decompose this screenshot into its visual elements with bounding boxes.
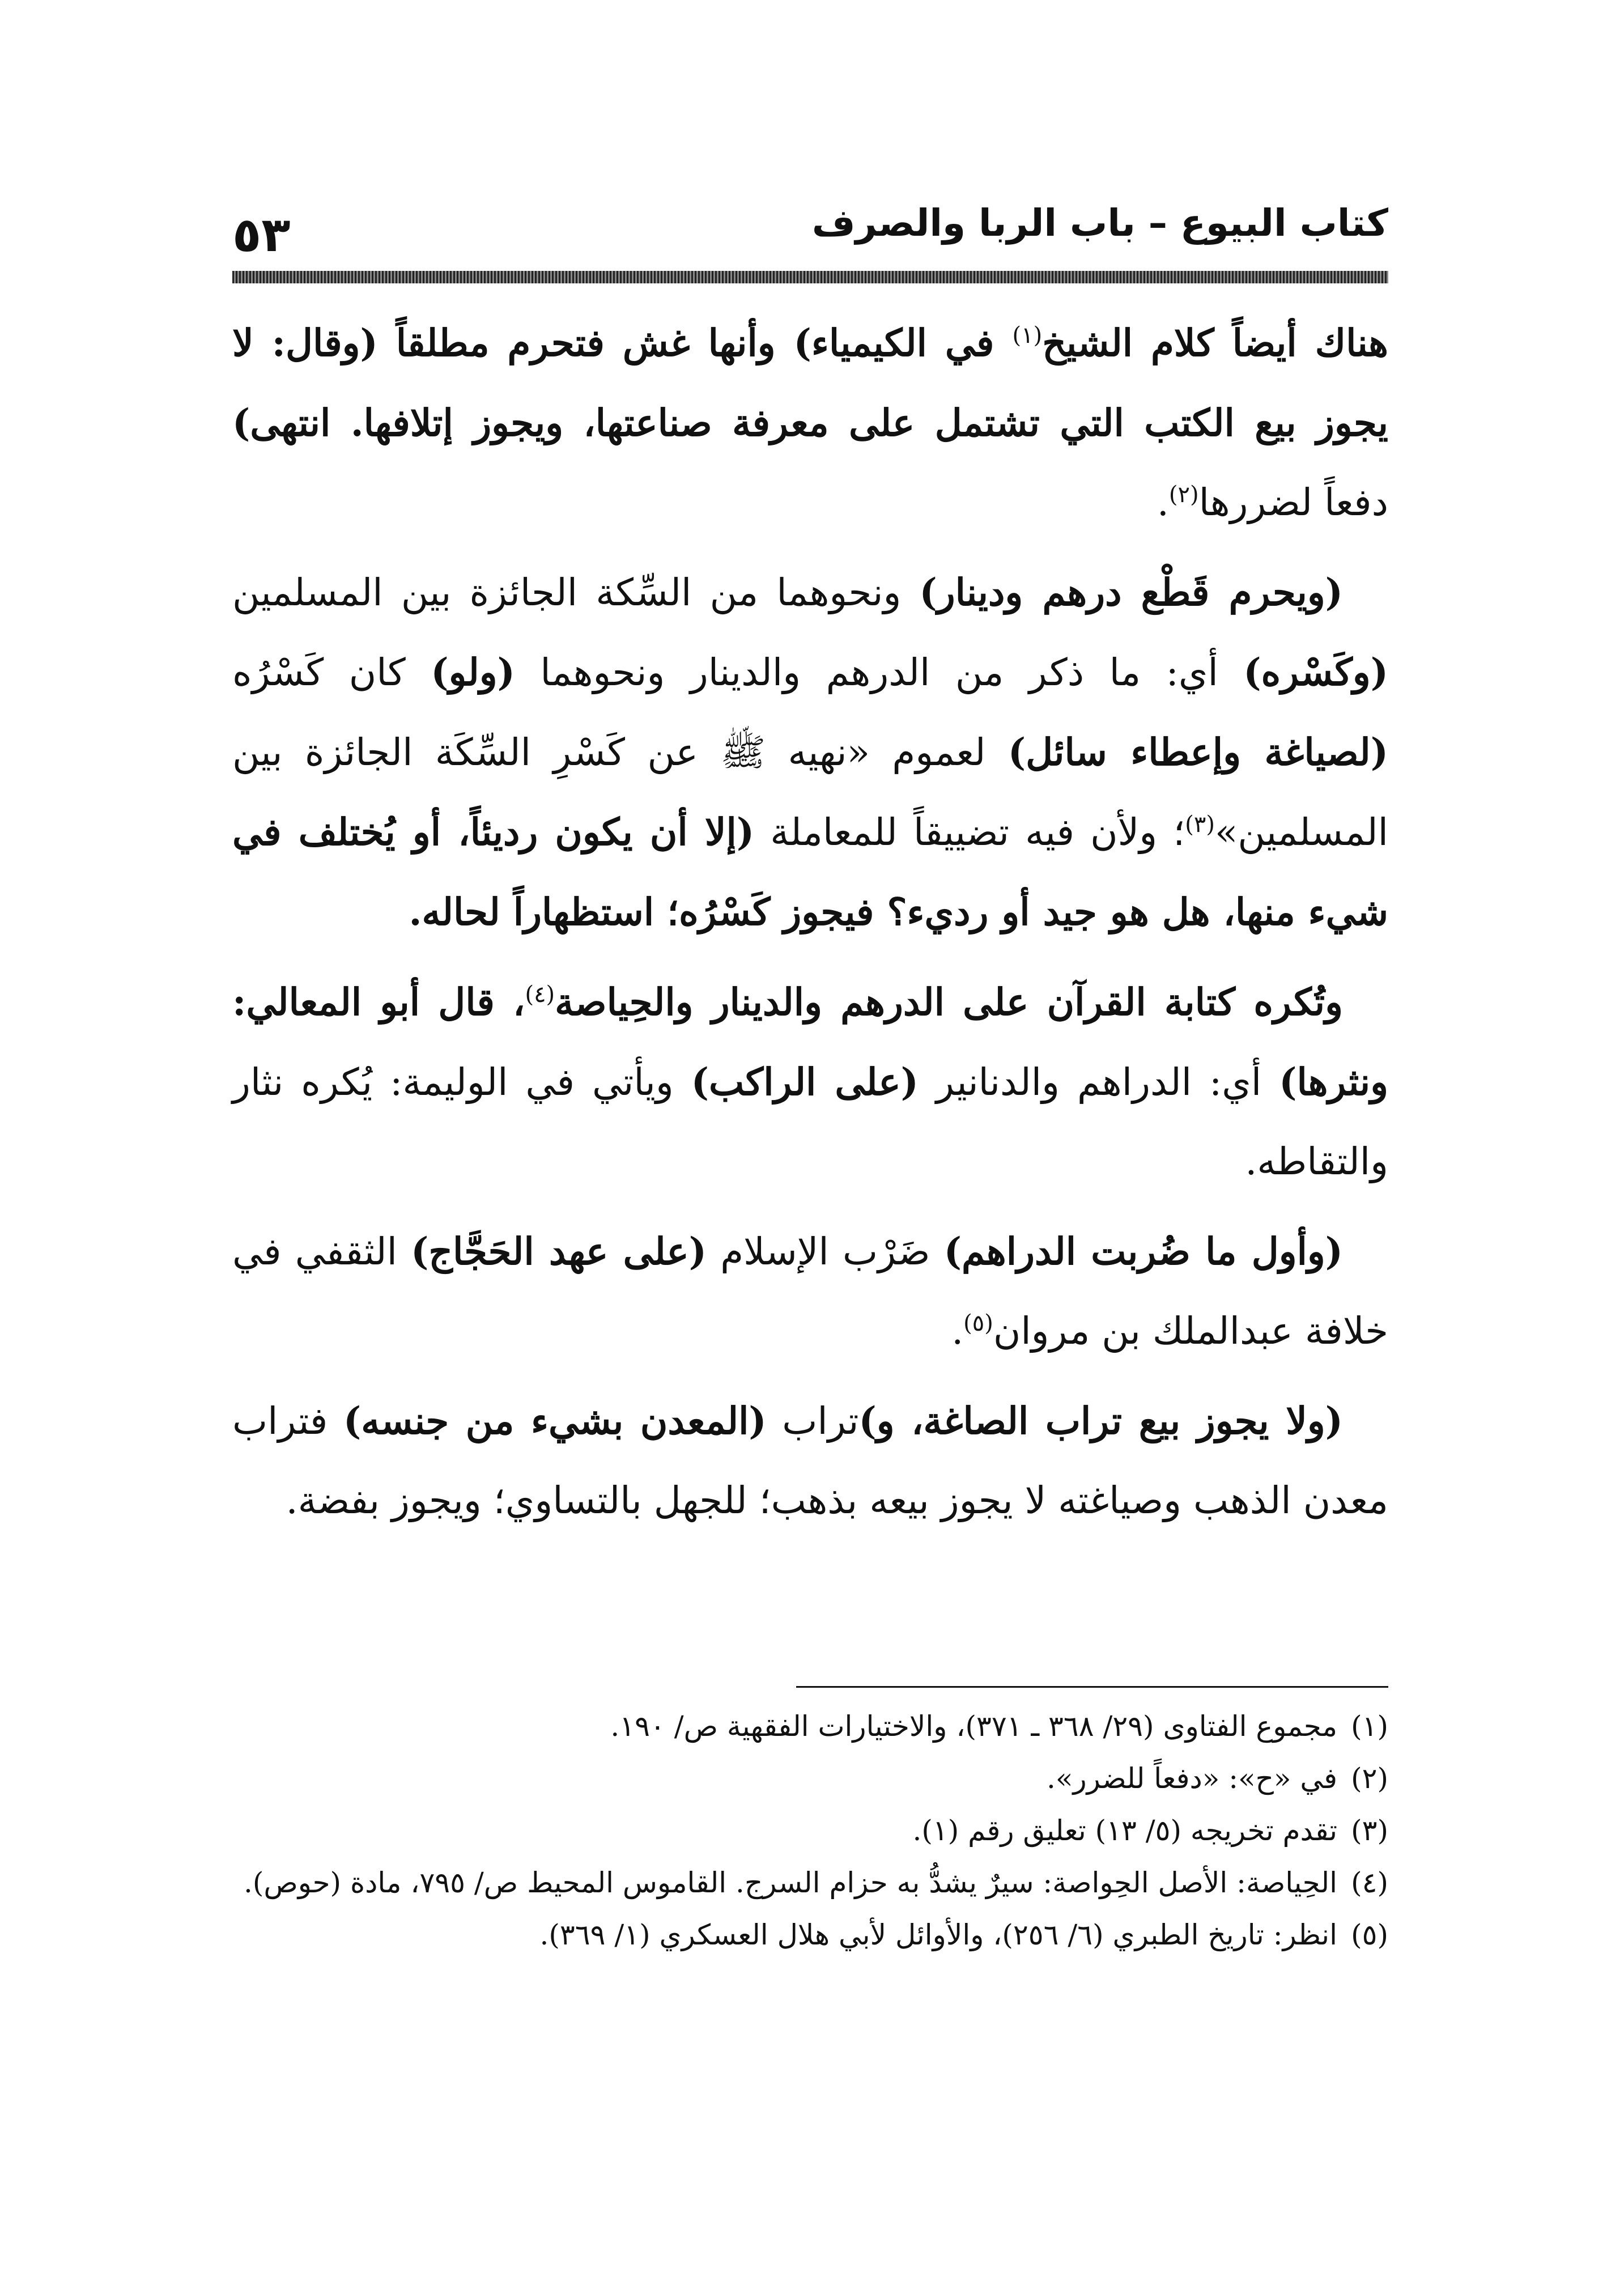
page-number: ٥٣ <box>232 207 291 262</box>
footnote-ref-2[interactable]: (٢) <box>1168 482 1199 508</box>
text-run: . <box>1157 481 1169 524</box>
footnote-text: انظر: تاريخ الطبري (٦/ ٢٥٦)، والأوائل لأبي هلال العسكري (١/ ٣٦٩). <box>539 1918 1337 1951</box>
text-run: في الكيمياء) وأنها غش فتحرم مطلقاً (وقال: <box>253 321 1013 365</box>
text-run: ويأتي في الوليمة: يُكره نثار والتقاطه. <box>232 1060 1388 1183</box>
text-run: فتراب معدن الذهب وصياغته لا يجوز بيعه بذهب؛ للجهل بالتساوي؛ ويجوز بفضة. <box>232 1399 1388 1522</box>
footnote-1 <box>232 1700 1388 1752</box>
text-run: (وكَسْره) <box>1243 650 1388 694</box>
footnote-2 <box>232 1752 1388 1804</box>
paragraph-3 <box>232 962 1388 1201</box>
text-run: (ولو) <box>431 650 515 694</box>
main-text <box>232 303 1388 1551</box>
text-run: (المعدن بشيء من جنسه) <box>343 1399 767 1443</box>
paragraph-1 <box>232 303 1388 542</box>
text-run: أي: ما ذكر من الدرهم والدينار ونحوهما <box>515 651 1244 694</box>
footnote-number: (١) <box>1351 1710 1388 1743</box>
text-run: وتُكره كتابة القرآن على الدرهم والدينار والحِياصة <box>555 980 1344 1024</box>
footnote-ref-4[interactable]: (٤) <box>525 982 555 1008</box>
text-run: (ويحرم قَطْع درهم ودينار) <box>919 570 1343 614</box>
footnote-5 <box>232 1909 1388 1961</box>
text-run: لعموم «نهيه ﷺ عن كَسْرِ السِّكَة الجائزة بين المسلمين» <box>232 731 1388 854</box>
footnote-text: تقدم تخريجه (٥/ ١٣) تعليق رقم (١). <box>912 1814 1337 1847</box>
text-run: (إلا أن يكون رديئاً، أو يُختلف في شيء منها، هل هو جيد أو رديء؟ فيجوز كَسْرُه؛ <box>232 810 1388 934</box>
footnote-text: في «ح»: «دفعاً للضرر». <box>1046 1762 1337 1795</box>
paragraph-2 <box>232 553 1388 952</box>
page-header <box>232 201 1388 264</box>
header-divider <box>232 271 1388 283</box>
footnote-number: (٥) <box>1351 1918 1388 1951</box>
text-run: تراب <box>766 1399 859 1443</box>
text-run: (لصياغة وإعطاء سائل) <box>1007 730 1388 774</box>
text-run: (وأول ما ضُربت الدراهم) <box>943 1229 1344 1273</box>
text-run: دفعاً لضررها <box>1198 481 1388 524</box>
footnote-ref-1[interactable]: (١) <box>1012 322 1043 349</box>
paragraph-5 <box>232 1381 1388 1540</box>
text-run: ؛ ولأن فيه تضييقاً للمعاملة <box>754 810 1185 854</box>
footnote-number: (٣) <box>1351 1814 1388 1847</box>
footnote-text: مجموع الفتاوى (٢٩/ ٣٦٨ ـ ٣٧١)، والاختيارات الفقهية ص/ ١٩٠. <box>610 1710 1337 1743</box>
footnote-3 <box>232 1804 1388 1857</box>
text-run: استظهاراً لحاله. <box>409 890 668 934</box>
text-run: ونحوهما من السِّكة الجائزة بين المسلمين <box>232 571 920 614</box>
text-run: أي: الدراهم والدنانير <box>918 1060 1279 1104</box>
text-run: (على عهد الحَجَّاج) <box>411 1229 707 1273</box>
text-run: هناك أيضاً كلام الشيخ <box>1042 321 1388 365</box>
footnote-number: (٤) <box>1351 1866 1388 1899</box>
footnote-divider <box>796 1686 1388 1688</box>
running-head: كتاب البيوع – باب الربا والصرف <box>811 201 1388 245</box>
footnote-ref-3[interactable]: (٣) <box>1185 812 1215 838</box>
footnotes <box>232 1700 1388 1961</box>
text-run: ضَرْب الإسلام <box>707 1230 944 1273</box>
footnote-text: الحِياصة: الأصل الحِواصة: سيرٌ يشدُّ به حزام السرج. القاموس المحيط ص/ ٧٩٥، مادة (حوص). <box>243 1866 1337 1899</box>
text-run: . <box>951 1309 964 1353</box>
footnote-4 <box>232 1857 1388 1909</box>
text-run: ، قال أبو المعالي: <box>232 980 525 1024</box>
paragraph-4 <box>232 1212 1388 1371</box>
text-run: كان كَسْرُه <box>232 651 431 694</box>
footnote-number: (٢) <box>1351 1762 1388 1795</box>
footnote-ref-5[interactable]: (٥) <box>963 1310 993 1336</box>
text-run: (ولا يجوز بيع تراب الصاغة، و) <box>858 1399 1344 1443</box>
text-run: لا يجوز بيع الكتب التي تشتمل على معرفة صناعتها، ويجوز إتلافها. انتهى) <box>232 321 1388 445</box>
text-run: ونثرها) <box>1279 1060 1388 1104</box>
text-run: الثقفي في خلافة عبدالملك بن مروان <box>232 1230 1388 1353</box>
text-run: (على الراكب) <box>691 1060 919 1104</box>
